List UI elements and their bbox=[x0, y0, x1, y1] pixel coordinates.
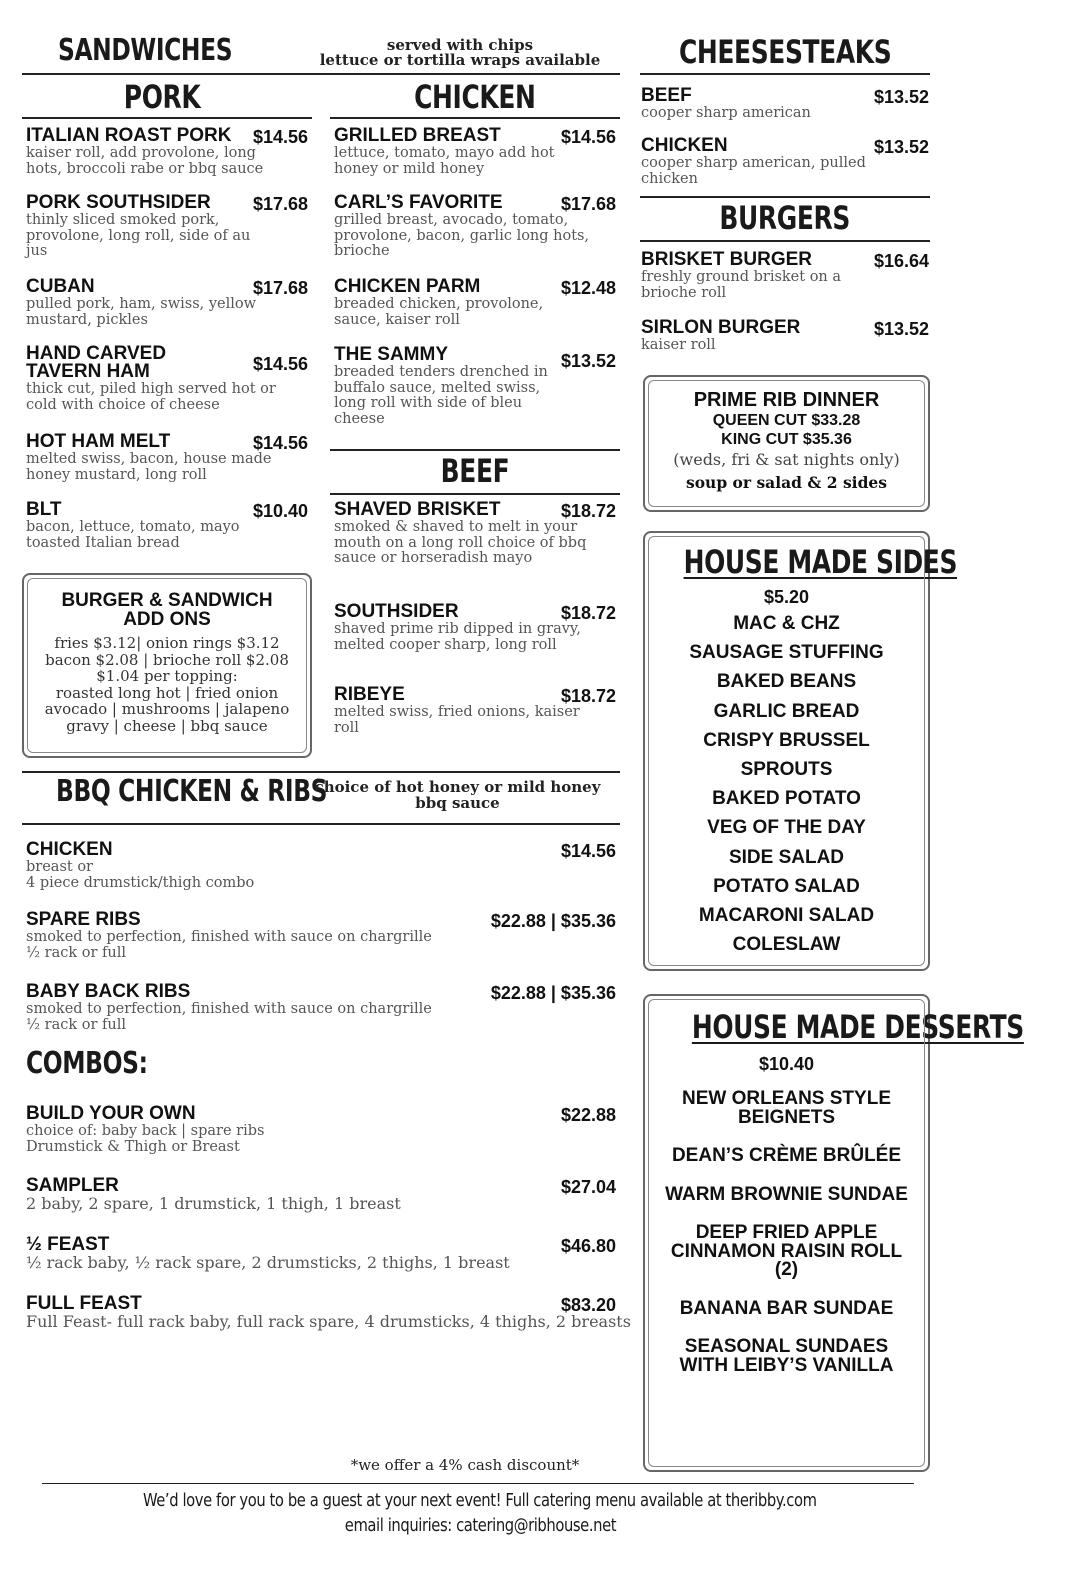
sandwiches-title-text: SANDWICHES bbox=[58, 33, 233, 68]
menu-item bbox=[334, 278, 616, 328]
item-desc: 2 baby, 2 spare, 1 drumstick, 1 thigh, 1 breast bbox=[26, 1194, 401, 1213]
item-price: $22.88 | $35.36 bbox=[490, 911, 616, 931]
desserts-box bbox=[643, 994, 1024, 1472]
prime-rib-queen: QUEEN CUT $33.28 bbox=[712, 412, 861, 429]
item-desc: 4 piece drumstick/thigh combo bbox=[26, 874, 255, 891]
side-item: BAKED POTATO bbox=[712, 788, 861, 810]
item-name: SAMPLER bbox=[26, 1175, 119, 1196]
combos-title bbox=[26, 1046, 182, 1081]
menu-item bbox=[26, 1236, 616, 1271]
dessert-item: NEW ORLEANS STYLE BEIGNETS bbox=[681, 1088, 891, 1128]
sides-list bbox=[645, 609, 928, 959]
menu-item bbox=[26, 1177, 616, 1212]
cheesesteaks-rule bbox=[640, 73, 930, 75]
desserts-list bbox=[645, 1090, 928, 1375]
addons-line: roasted long hot | fried onion bbox=[55, 683, 279, 702]
item-name: HOT HAM MELT bbox=[26, 431, 171, 452]
item-price: $13.52 bbox=[873, 87, 929, 107]
menu-item bbox=[26, 278, 308, 328]
menu-item bbox=[26, 1293, 631, 1331]
dessert-item: DEEP FRIED APPLE CINNAMON RAISIN ROLL (2) bbox=[670, 1222, 903, 1280]
burgers-title: BURGERS bbox=[719, 199, 851, 237]
addons-line: fries $3.12| onion rings $3.12 bbox=[54, 634, 280, 652]
menu-item bbox=[334, 686, 616, 736]
item-price: $18.72 bbox=[560, 686, 616, 706]
dessert-item: SEASONAL SUNDAES WITH LEIBY’S VANILLA bbox=[679, 1336, 894, 1376]
menu-item bbox=[334, 194, 616, 260]
addons-line: gravy | cheese | bbq sauce bbox=[66, 716, 268, 735]
item-desc: breaded tenders drenched in buffalo sauce, melted swiss, long roll with side of bleu cheese bbox=[334, 364, 548, 427]
pork-header bbox=[22, 78, 302, 116]
desserts-title bbox=[645, 1008, 1024, 1046]
item-name: CHICKEN bbox=[26, 839, 113, 860]
desserts-price: $10.40 bbox=[758, 1054, 815, 1074]
item-desc: kaiser roll bbox=[641, 337, 716, 353]
item-desc: cooper sharp american, pulled chicken bbox=[641, 155, 866, 187]
menu-item bbox=[26, 127, 308, 177]
item-name: CHICKEN bbox=[641, 135, 728, 156]
beef-title: BEEF bbox=[440, 452, 510, 490]
item-price: $14.56 bbox=[252, 354, 308, 374]
item-price: $10.40 bbox=[252, 501, 308, 521]
item-name: BRISKET BURGER bbox=[641, 249, 813, 270]
prime-rib-nights: (weds, fri & sat nights only) bbox=[673, 450, 900, 469]
menu-item bbox=[641, 137, 929, 187]
item-price: $46.80 bbox=[560, 1236, 616, 1256]
footer-rule bbox=[42, 1483, 914, 1484]
item-name: BUILD YOUR OWN bbox=[26, 1103, 196, 1124]
sandwiches-rule bbox=[22, 73, 620, 75]
desserts-title-text: HOUSE MADE DESSERTS bbox=[691, 1008, 1024, 1046]
item-price: $18.72 bbox=[560, 603, 616, 623]
side-item: SPROUTS bbox=[740, 759, 833, 781]
item-price: $83.20 bbox=[560, 1295, 616, 1315]
item-name: GRILLED BREAST bbox=[334, 125, 501, 146]
beef-top-rule bbox=[330, 449, 620, 451]
sandwiches-note bbox=[300, 38, 620, 68]
item-desc: ½ rack or full bbox=[26, 1016, 127, 1033]
item-name: CHICKEN PARM bbox=[334, 276, 481, 297]
addons-line: $1.04 per topping: bbox=[96, 667, 238, 685]
pork-rule bbox=[22, 117, 312, 119]
item-price: $14.56 bbox=[560, 841, 616, 861]
item-name: FULL FEAST bbox=[26, 1293, 142, 1314]
beef-header bbox=[330, 452, 620, 490]
item-desc: lettuce, tomato, mayo add hot honey or mild honey bbox=[334, 145, 555, 177]
item-name: SHAVED BRISKET bbox=[334, 499, 501, 520]
addons-title bbox=[24, 591, 310, 629]
item-price: $13.52 bbox=[873, 137, 929, 157]
menu-item bbox=[26, 433, 308, 483]
item-desc: breast or bbox=[26, 859, 93, 875]
item-price: $13.52 bbox=[560, 351, 616, 371]
item-desc: Full Feast- full rack baby, full rack spare, 4 drumsticks, 4 thighs, 2 breasts bbox=[26, 1312, 631, 1331]
item-price: $22.88 | $35.36 bbox=[490, 983, 616, 1003]
item-name: SIRLON BURGER bbox=[641, 317, 801, 338]
pork-title: PORK bbox=[123, 78, 201, 116]
prime-rib-title: PRIME RIB DINNER bbox=[693, 389, 880, 411]
bbq-top-rule bbox=[22, 771, 620, 773]
chicken-title: CHICKEN bbox=[414, 78, 536, 116]
item-desc: smoked to perfection, finished with sauce on chargrille bbox=[26, 1001, 432, 1017]
item-desc: choice of: baby back | spare ribs bbox=[26, 1123, 265, 1139]
item-desc: pulled pork, ham, swiss, yellow mustard, pickles bbox=[26, 296, 257, 328]
side-item: POTATO SALAD bbox=[713, 875, 860, 897]
menu-item bbox=[641, 87, 929, 122]
side-item: MAC & CHZ bbox=[733, 613, 840, 634]
item-desc: thinly sliced smoked pork, provolone, long roll, side of au jus bbox=[26, 212, 251, 259]
item-name: ITALIAN ROAST PORK bbox=[26, 125, 232, 146]
item-desc: melted swiss, bacon, house made honey mustard, long roll bbox=[26, 451, 272, 483]
dessert-item: WARM BROWNIE SUNDAE bbox=[665, 1183, 908, 1205]
item-name: HAND CARVED TAVERN HAM bbox=[26, 343, 167, 382]
item-desc: ½ rack baby, ½ rack spare, 2 drumsticks, 2 thighs, 1 breast bbox=[26, 1253, 510, 1272]
side-item: VEG OF THE DAY bbox=[707, 817, 866, 839]
side-item: GARLIC BREAD bbox=[713, 700, 860, 722]
combos-title-text: COMBOS: bbox=[26, 1046, 148, 1081]
prime-rib-king: KING CUT $35.36 bbox=[721, 431, 852, 448]
menu-item bbox=[334, 501, 616, 567]
item-price: $13.52 bbox=[873, 319, 929, 339]
chicken-rule bbox=[330, 117, 620, 119]
sides-title bbox=[645, 543, 958, 581]
menu-item bbox=[26, 1105, 616, 1155]
item-name: THE SAMMY bbox=[334, 344, 448, 365]
item-desc: kaiser roll, add provolone, long hots, broccoli rabe or bbq sauce bbox=[26, 145, 264, 177]
menu-item bbox=[26, 501, 308, 551]
item-price: $14.56 bbox=[252, 433, 308, 453]
bbq-note-line1: choice of hot honey or mild honey bbox=[314, 778, 601, 796]
catering-note bbox=[0, 1490, 960, 1511]
side-item: BAKED BEANS bbox=[716, 671, 857, 693]
item-price: $17.68 bbox=[560, 194, 616, 214]
item-price: $14.56 bbox=[560, 127, 616, 147]
dessert-item: BANANA BAR SUNDAE bbox=[679, 1297, 894, 1319]
cash-discount-note: *we offer a 4% cash discount* bbox=[350, 1456, 580, 1474]
menu-item bbox=[26, 345, 308, 413]
item-desc: shaved prime rib dipped in gravy, melted cooper sharp, long roll bbox=[334, 621, 581, 653]
menu-item bbox=[334, 346, 616, 427]
item-name: CARL’S FAVORITE bbox=[334, 192, 503, 213]
cheesesteaks-header bbox=[640, 33, 930, 71]
item-desc: thick cut, piled high served hot or cold with choice of cheese bbox=[26, 381, 276, 413]
item-price: $18.72 bbox=[560, 501, 616, 521]
email-note bbox=[0, 1515, 960, 1536]
menu-item bbox=[26, 194, 308, 260]
addons-title-line2: ADD ONS bbox=[123, 609, 211, 630]
sides-title-text: HOUSE MADE SIDES bbox=[683, 543, 958, 581]
item-name: RIBEYE bbox=[334, 684, 405, 705]
item-price: $27.04 bbox=[560, 1177, 616, 1197]
bbq-note bbox=[300, 779, 615, 811]
bbq-note-line2: bbq sauce bbox=[415, 794, 500, 812]
menu-item bbox=[26, 841, 616, 891]
menu-item bbox=[641, 319, 929, 354]
item-name: BABY BACK RIBS bbox=[26, 981, 191, 1002]
item-price: $16.64 bbox=[873, 251, 929, 271]
item-desc: smoked to perfection, finished with sauce on chargrille bbox=[26, 929, 432, 945]
item-desc: Drumstick & Thigh or Breast bbox=[26, 1138, 240, 1155]
addons-list bbox=[24, 635, 310, 734]
item-name: CUBAN bbox=[26, 276, 95, 297]
item-desc: breaded chicken, provolone, sauce, kaiser roll bbox=[334, 296, 544, 328]
item-name: BEEF bbox=[641, 85, 692, 106]
prime-rib-sides: soup or salad & 2 sides bbox=[685, 473, 887, 492]
sandwiches-note-line2: lettuce or tortilla wraps available bbox=[319, 51, 601, 69]
menu-item bbox=[334, 603, 616, 653]
beef-rule bbox=[330, 493, 620, 495]
sides-price: $5.20 bbox=[763, 587, 810, 607]
burgers-rule bbox=[640, 240, 930, 242]
item-desc: cooper sharp american bbox=[641, 105, 811, 121]
item-desc: ½ rack or full bbox=[26, 944, 127, 961]
item-price: $17.68 bbox=[252, 194, 308, 214]
item-price: $12.48 bbox=[560, 278, 616, 298]
addons-line: avocado | mushrooms | jalapeno bbox=[44, 700, 290, 718]
bbq-title-text: BBQ CHICKEN & RIBS bbox=[56, 774, 328, 809]
item-name: SPARE RIBS bbox=[26, 909, 141, 930]
addons-box bbox=[22, 573, 312, 758]
burgers-header bbox=[640, 199, 930, 237]
item-name: ½ FEAST bbox=[26, 1234, 110, 1255]
sandwiches-title bbox=[58, 33, 281, 68]
email-note-text: email inquiries: catering@ribhouse.net bbox=[344, 1515, 616, 1536]
item-name: SOUTHSIDER bbox=[334, 601, 459, 622]
cheesesteaks-title: CHEESESTEAKS bbox=[678, 33, 892, 71]
dessert-item: DEAN’S CRÈME BRÛLÉE bbox=[671, 1145, 902, 1166]
item-desc: grilled breast, avocado, tomato, provolone, bacon, garlic long hots, brioche bbox=[334, 212, 590, 259]
menu-item bbox=[26, 911, 616, 961]
sides-box bbox=[643, 531, 958, 971]
item-desc: smoked & shaved to melt in your mouth on a long roll choice of bbq sauce or horseradish mayo bbox=[334, 519, 587, 566]
item-name: PORK SOUTHSIDER bbox=[26, 192, 211, 213]
side-item: CRISPY BRUSSEL bbox=[703, 729, 870, 751]
item-name: BLT bbox=[26, 499, 62, 520]
item-desc: freshly ground brisket on a brioche roll bbox=[641, 269, 842, 301]
side-item: SIDE SALAD bbox=[728, 846, 845, 868]
addons-title-line1: BURGER & SANDWICH bbox=[61, 590, 273, 611]
item-price: $17.68 bbox=[252, 278, 308, 298]
menu-item bbox=[641, 251, 929, 301]
item-desc: melted swiss, fried onions, kaiser roll bbox=[334, 704, 580, 736]
bbq-rule bbox=[22, 823, 620, 825]
addons-line: bacon $2.08 | brioche roll $2.08 bbox=[45, 650, 289, 669]
side-item: MACARONI SALAD bbox=[698, 905, 875, 927]
prime-rib-box bbox=[643, 375, 930, 512]
side-item: COLESLAW bbox=[732, 934, 841, 956]
catering-note-text: We’d love for you to be a guest at your next event! Full catering menu available at theribby.com bbox=[143, 1490, 817, 1511]
item-price: $22.88 bbox=[560, 1105, 616, 1125]
item-price: $14.56 bbox=[252, 127, 308, 147]
menu-item bbox=[26, 983, 616, 1033]
sandwiches-note-line1: served with chips bbox=[386, 36, 534, 54]
menu-item bbox=[334, 127, 616, 177]
item-desc: bacon, lettuce, tomato, mayo toasted Italian bread bbox=[26, 519, 240, 551]
chicken-header bbox=[330, 78, 620, 116]
burgers-top-rule bbox=[640, 196, 930, 198]
side-item: SAUSAGE STUFFING bbox=[689, 642, 884, 664]
